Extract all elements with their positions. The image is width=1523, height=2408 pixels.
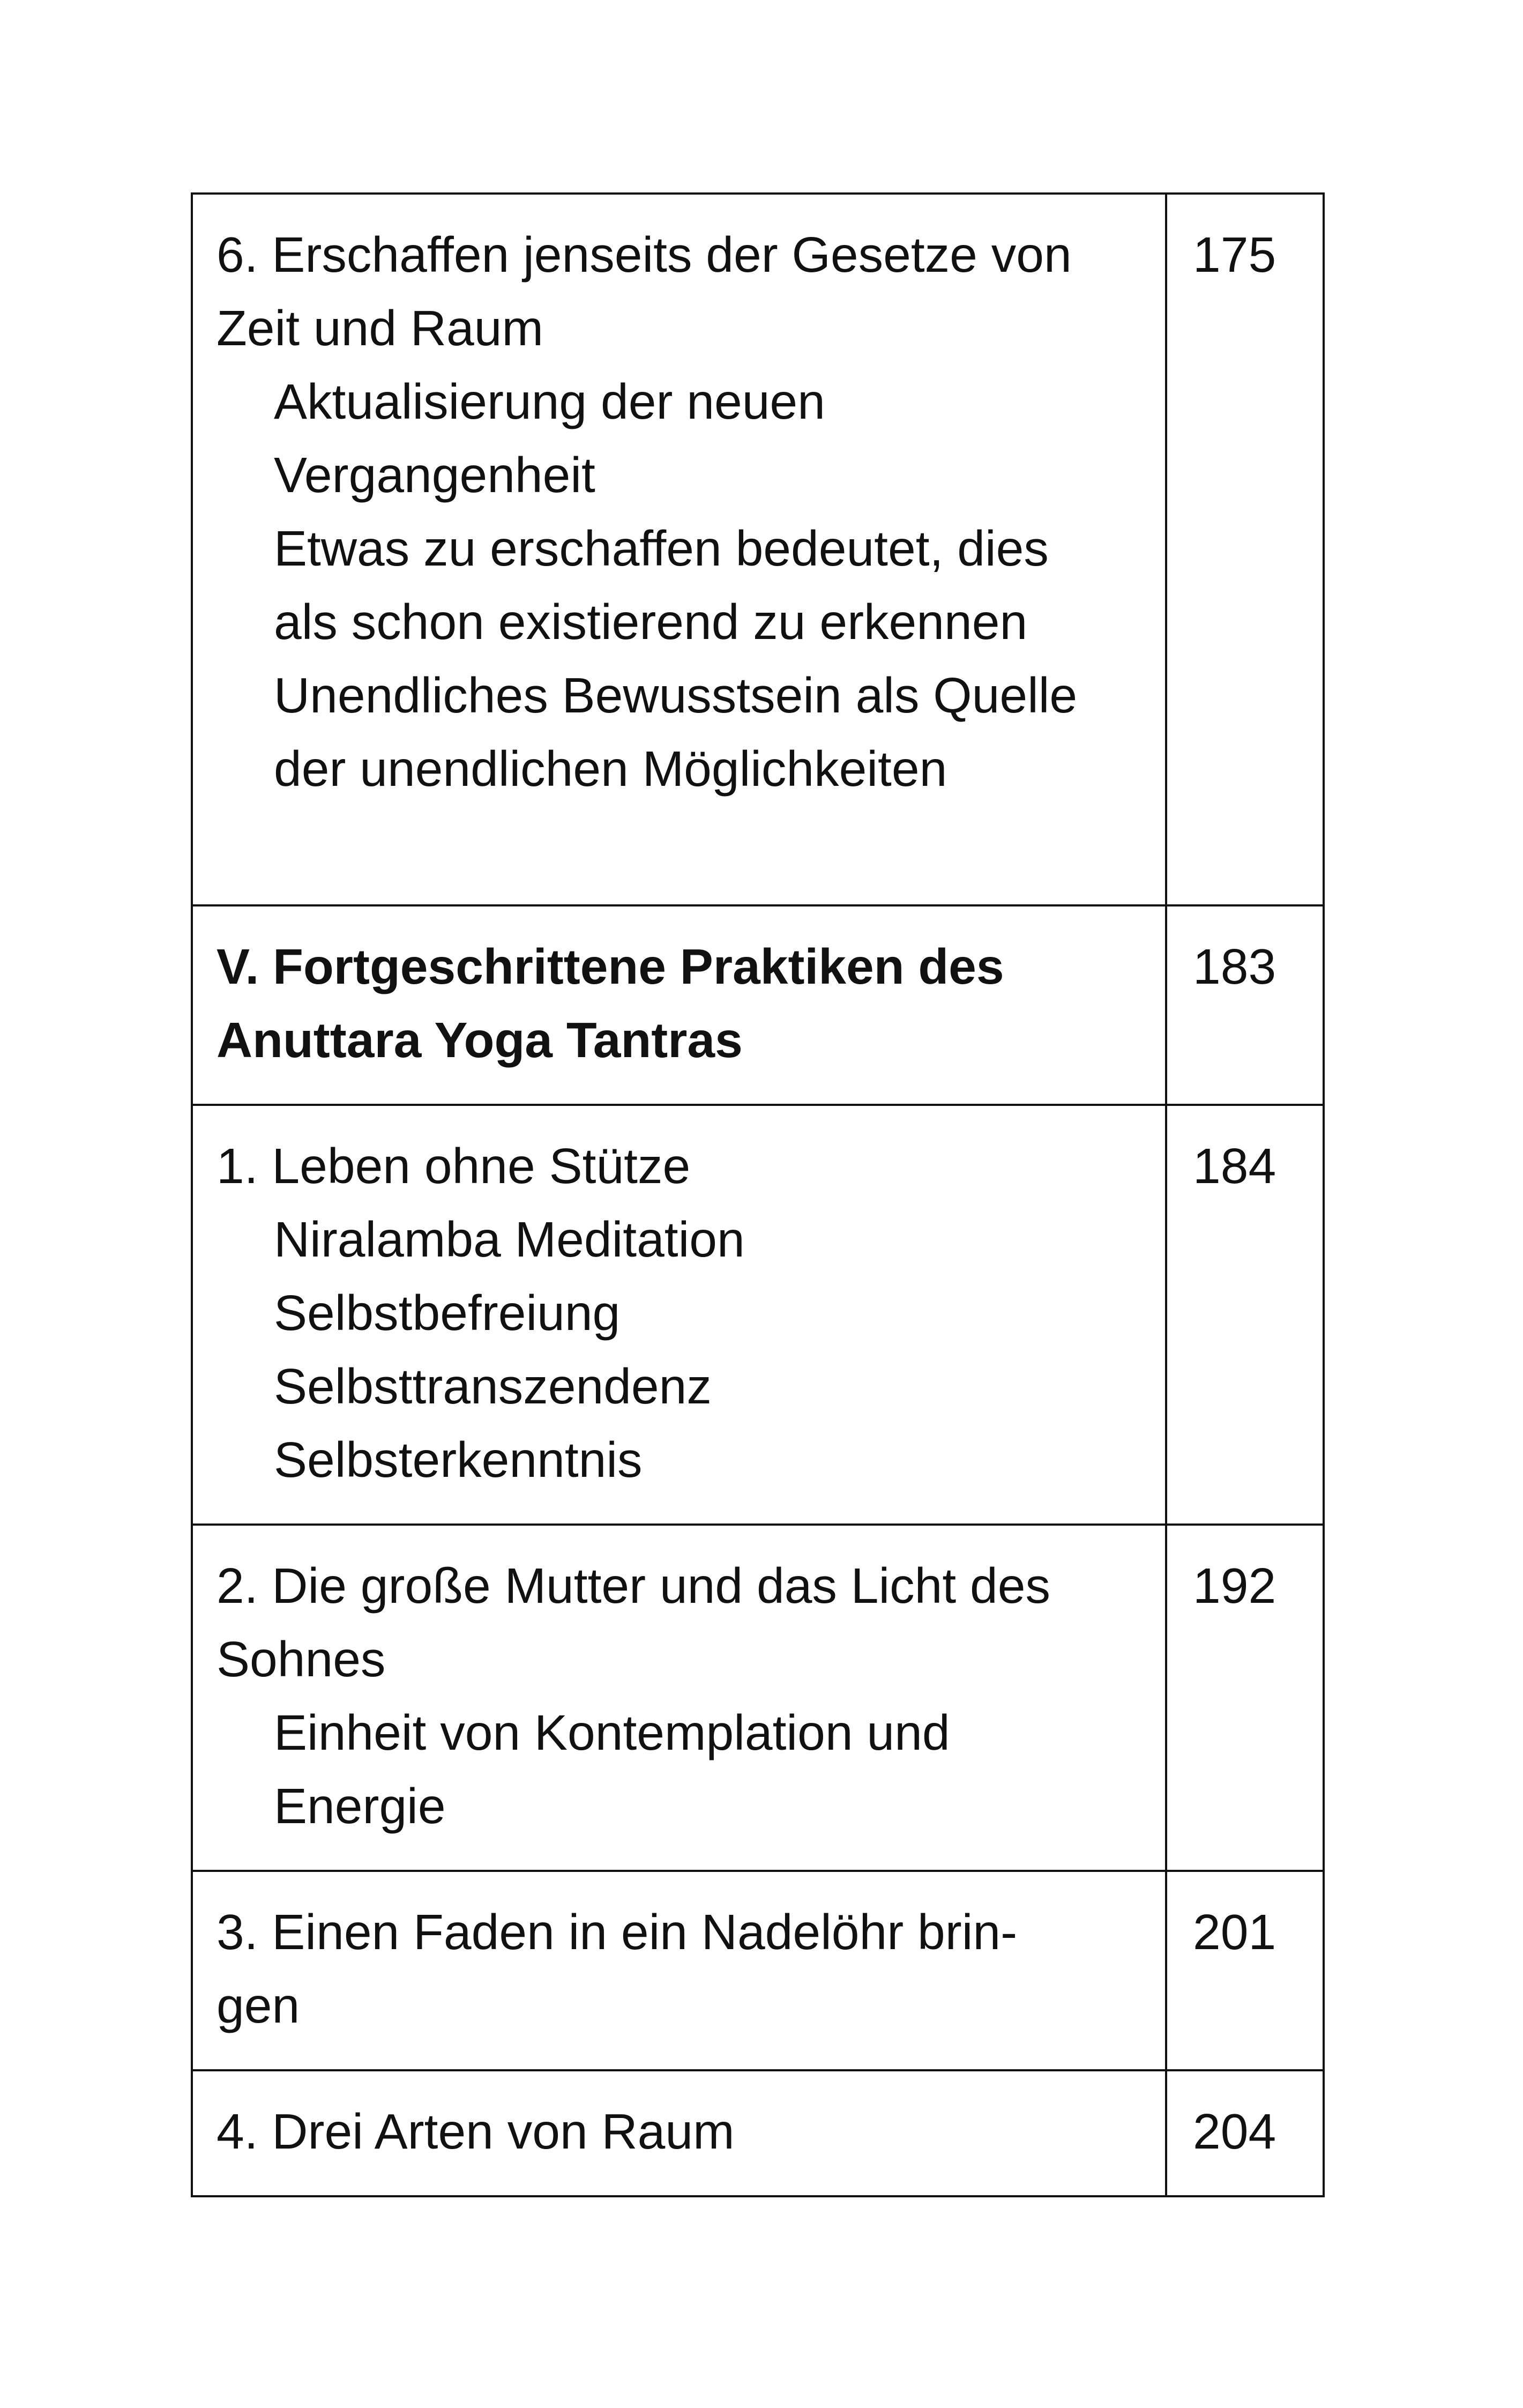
section-line: Niralamba Meditation [274, 1212, 745, 1267]
chapter-title-line: 6. Erschaffen jenseits der Gesetze von [216, 227, 1072, 283]
toc-row-chapter-1 [192, 1105, 1324, 1525]
chapter-title-line: Zeit und Raum [216, 300, 543, 356]
toc-row-chapter-2 [192, 1525, 1324, 1871]
toc-row-chapter-3 [192, 1871, 1324, 2070]
toc-row-chapter-4 [192, 2070, 1324, 2196]
chapter-title-line: 4. Drei Arten von Raum [216, 2104, 735, 2159]
toc-title-cell [192, 2070, 1166, 2196]
section-line: Selbsterkenntnis [274, 1432, 643, 1488]
page-number: 192 [1166, 1525, 1324, 1871]
chapter-title-line: 2. Die große Mutter und das Licht des [216, 1558, 1050, 1614]
section-line: als schon existierend zu erkennen [274, 594, 1028, 650]
toc-title-cell [192, 1525, 1166, 1871]
section-line: Einheit von Kontemplation und [274, 1705, 950, 1760]
chapter-title-line: gen [216, 1978, 300, 2033]
toc-row-part-v [192, 905, 1324, 1105]
toc-title-cell [192, 1871, 1166, 2070]
page-number: 175 [1166, 194, 1324, 905]
page-number: 204 [1166, 2070, 1324, 2196]
toc-row-chapter-6 [192, 194, 1324, 905]
page-number: 184 [1166, 1105, 1324, 1525]
toc-title-cell [192, 1105, 1166, 1525]
chapter-title-line: Sohnes [216, 1631, 386, 1687]
page-number: 183 [1166, 905, 1324, 1105]
table-of-contents [191, 192, 1325, 2197]
section-line: Aktualisierung der neuen [274, 374, 825, 429]
page-number: 201 [1166, 1871, 1324, 2070]
toc-title-cell [192, 905, 1166, 1105]
section-line: Selbstbefreiung [274, 1285, 621, 1341]
part-title-line: Anuttara Yoga Tantras [216, 1012, 743, 1068]
chapter-title-line: 3. Einen Faden in ein Nadelöhr brin- [216, 1904, 1018, 1960]
section-line: Selbsttranszendenz [274, 1358, 712, 1414]
section-line: der unendlichen Möglichkeiten [274, 741, 947, 797]
section-line: Vergangenheit [274, 447, 595, 503]
chapter-title-line: 1. Leben ohne Stütze [216, 1138, 691, 1194]
section-line: Energie [274, 1778, 446, 1834]
section-line: Etwas zu erschaffen bedeutet, dies [274, 521, 1049, 576]
section-line: Unendliches Bewusstsein als Quelle [274, 667, 1078, 723]
part-title-line: V. Fortgeschrittene Praktiken des [216, 939, 1004, 994]
toc-title-cell [192, 194, 1166, 905]
